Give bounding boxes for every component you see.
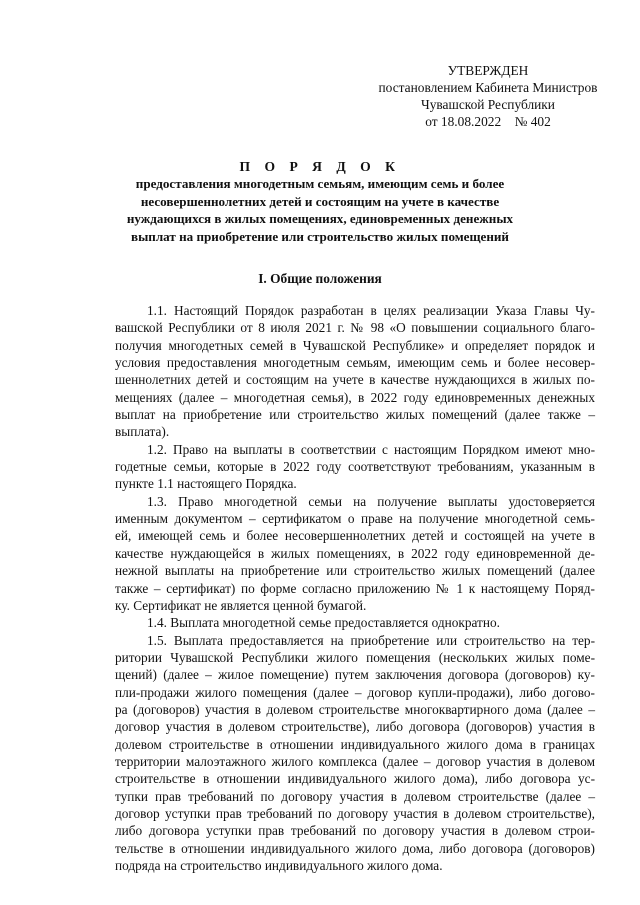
title-line: предоставления многодетным семьям, имеющим семь и более	[135, 176, 505, 191]
paragraph-line: договор уступки прав требований по договору участия в долевом строительстве),	[115, 805, 595, 821]
paragraph-line: вашской Республики от 8 июля 2021 г. № 98 «О повышении социального благо-	[115, 320, 595, 336]
paragraph-5	[115, 632, 595, 875]
paragraph-line: 1.2. Право на выплаты в соответствии с настоящим Порядком имеют мно-	[147, 441, 595, 457]
paragraph-line: ритории Чувашской Республики жилого помещения (нескольких жилых поме-	[115, 649, 595, 665]
paragraph-4	[115, 614, 595, 631]
paragraph-line: пункте 1.1 настоящего Порядка.	[115, 476, 297, 492]
paragraph-3	[115, 493, 595, 614]
title-line: выплат на приобретение или строительство жилых помещений	[131, 228, 509, 244]
approval-region: Чувашской Республики	[421, 97, 555, 112]
paragraph-line: условия предоставления многодетным семьям, имеющим семь и более несовер-	[115, 355, 595, 371]
approval-date-number: от 18.08.2022 № 402	[425, 114, 551, 129]
paragraph-line: годетные семьи, которые в 2022 году соответствуют требованиям, указанным в	[115, 459, 595, 475]
paragraph-line: ей, имеющей семь и более несовершеннолетних детей и состоящей на учете в	[115, 528, 595, 544]
paragraph-line: территории малоэтажного жилого комплекса (далее – договор участия в долевом	[115, 753, 595, 769]
paragraph-line: мещениях (далее – многодетная семья), в 2022 году единовременных денежных	[115, 389, 595, 405]
paragraph-line: получия многодетных семей в Чувашской Республике» и определяет порядок и	[115, 337, 595, 353]
paragraph-line: ку. Сертификат не является ценной бумагой.	[115, 597, 367, 613]
document-body	[115, 302, 595, 874]
title-line: нуждающихся в жилых помещениях, единовременных денежных	[126, 211, 514, 227]
paragraph-line: тупки прав требований по договору участия в долевом строительстве (далее –	[115, 788, 595, 804]
section-heading: I. Общие положения	[258, 271, 382, 286]
approval-stamp	[368, 62, 608, 130]
paragraph-line: 1.3. Право многодетной семьи на получение выплаты удостоверяется	[147, 493, 595, 509]
title-line: несовершеннолетних детей и состоящим на учете в качестве	[140, 193, 500, 209]
paragraph-2	[115, 441, 595, 493]
approval-issuer: постановлением Кабинета Министров	[378, 80, 598, 95]
paragraph-line: пли-продажи жилого помещения (далее – договор купли-продажи), либо догово-	[115, 684, 595, 700]
title-main: П О Р Я Д О К	[239, 159, 401, 174]
paragraph-line: 1.5. Выплата предоставляется на приобретение или строительство на тер-	[147, 632, 595, 648]
paragraph-line: 1.4. Выплата многодетной семье предоставляется однократно.	[147, 615, 500, 631]
paragraph-line: также – сертификат) по форме согласно приложению № 1 к настоящему Поряд-	[115, 580, 595, 596]
paragraph-line: долевом строительстве в отношении индивидуального жилого дома в границах	[115, 736, 595, 752]
paragraph-line: нежной выплаты на приобретение или строительство жилых помещений (далее	[115, 563, 595, 579]
paragraph-line: шеннолетних детей и состоящим на учете в качестве нуждающихся в жилых по-	[115, 372, 595, 388]
paragraph-line: выплат на приобретение или строительство жилых помещений (далее также –	[115, 407, 595, 423]
paragraph-line: строительстве в отношении индивидуального жилого дома), либо договора ус-	[115, 771, 595, 787]
paragraph-line: ра (договоров) участия в долевом строительстве многоквартирного дома (далее –	[115, 701, 595, 717]
paragraph-line: качестве нуждающейся в жилых помещениях, в 2022 году единовременной де-	[115, 545, 595, 561]
paragraph-line: либо договора уступки прав требований по договору участия в долевом строи-	[115, 823, 595, 839]
paragraph-line: подряда на строительство индивидуального жилого дома.	[115, 858, 443, 873]
approval-heading: УТВЕРЖДЕН	[447, 63, 529, 78]
paragraph-line: договор участия в долевом строительстве), либо договора (договоров) участия в	[115, 719, 595, 735]
paragraph-line: выплата).	[115, 424, 170, 440]
paragraph-line: 1.1. Настоящий Порядок разработан в целях реализации Указа Главы Чу-	[147, 303, 595, 318]
paragraph-line: тельстве в отношении индивидуального жилого дома, либо договора (договоров)	[115, 840, 595, 856]
paragraph-line: именным документом – сертификатом о праве на получение многодетной семь-	[115, 511, 595, 527]
paragraph-1	[115, 302, 595, 441]
paragraph-line: щений) (далее – жилое помещение) путем заключения договора (договоров) ку-	[115, 667, 595, 683]
document-title	[82, 158, 558, 245]
